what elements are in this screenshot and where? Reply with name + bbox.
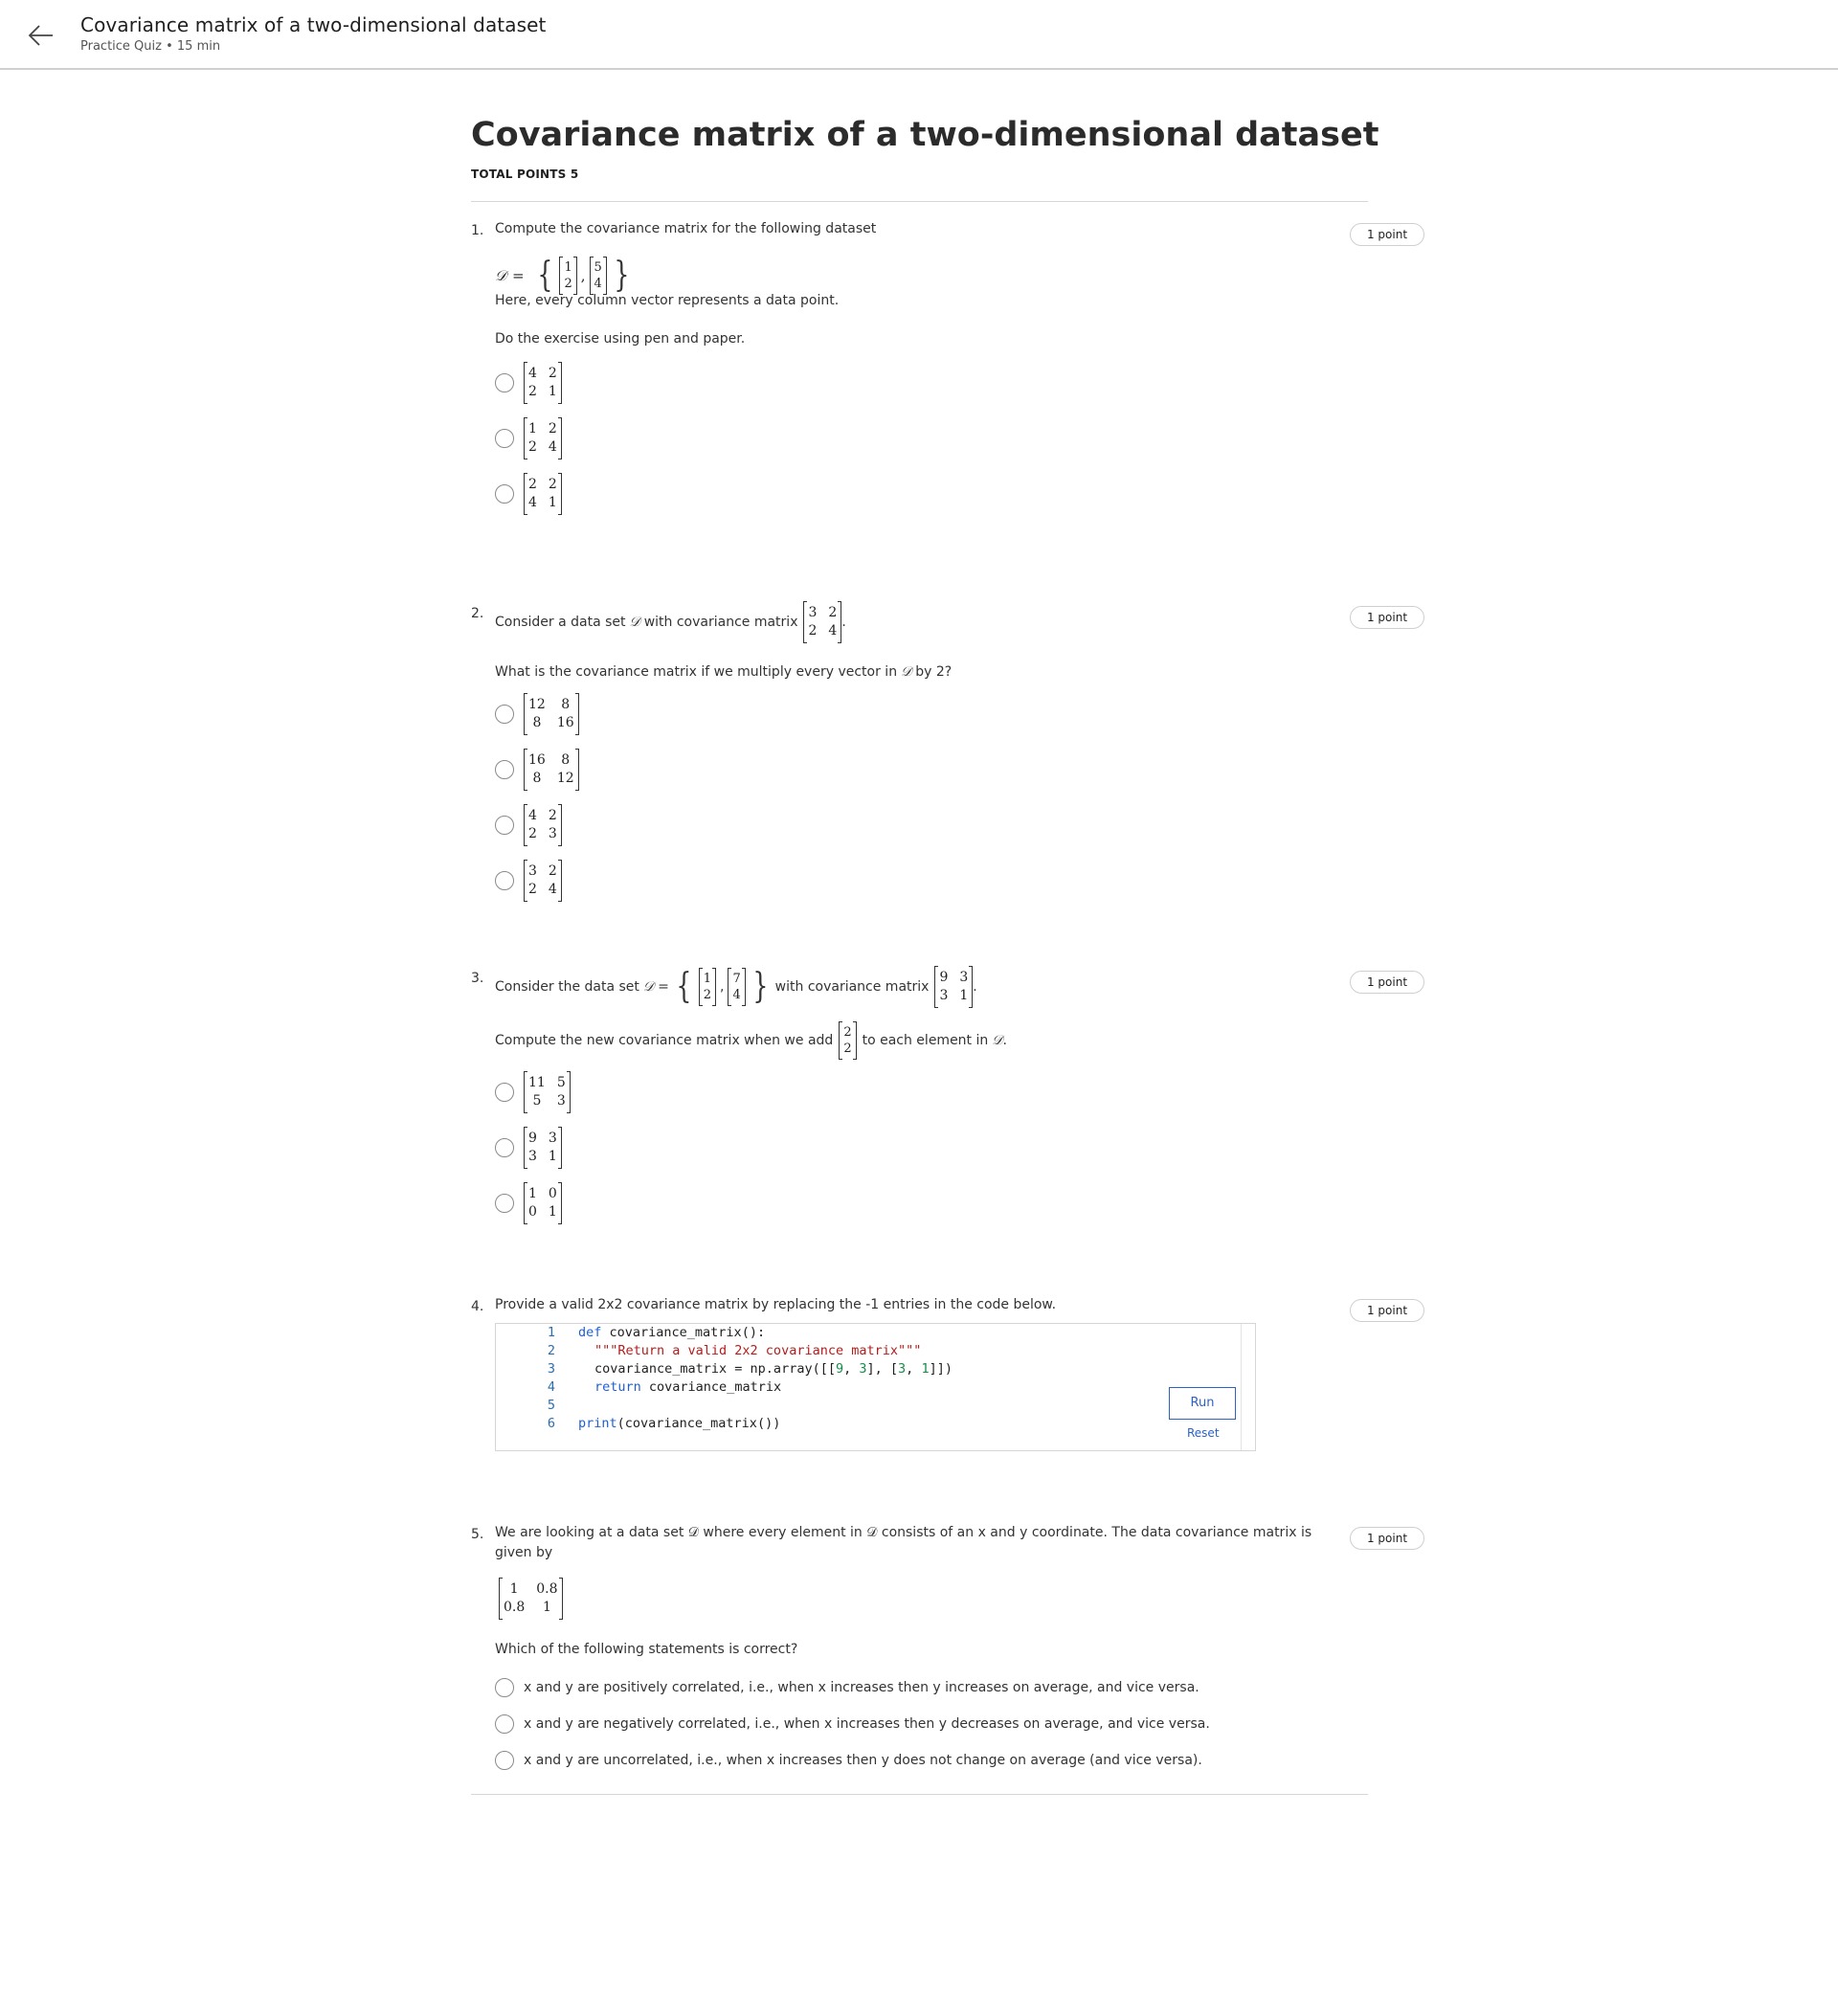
- code-line[interactable]: """Return a valid 2x2 covariance matrix""": [594, 1343, 922, 1358]
- line-number: 6: [547, 1416, 555, 1431]
- question-number: 4.: [471, 1299, 484, 1314]
- answer-option[interactable]: [495, 1128, 562, 1168]
- answer-option[interactable]: [495, 694, 579, 734]
- question-text: We are looking at a data set 𝒟 where every element in 𝒟 consists of an x and y coordinate. The data covariance matrix is: [495, 1525, 1312, 1540]
- question-number: 3.: [471, 971, 484, 986]
- points-badge: 1 point: [1350, 1527, 1424, 1550]
- option-matrix: 16 8 8 12: [524, 750, 579, 790]
- arrow-left-icon[interactable]: [25, 19, 57, 52]
- radio-button[interactable]: [495, 1751, 514, 1770]
- run-button[interactable]: Run: [1169, 1387, 1236, 1420]
- added-vector: 2 2: [839, 1022, 856, 1059]
- question-number: 5.: [471, 1527, 484, 1542]
- question-text: Consider a data set 𝒟 with covariance matrix 3 2 2 4 .: [495, 602, 846, 642]
- line-number: 2: [547, 1343, 555, 1358]
- points-badge: 1 point: [1350, 223, 1424, 246]
- answer-option[interactable]: [495, 363, 562, 403]
- question-text: Consider the data set 𝒟 = { 1 2 , 7 4 } with covariance matrix 9 3 3 1 .: [495, 967, 977, 1006]
- radio-button[interactable]: [495, 1194, 514, 1213]
- radio-button[interactable]: [495, 705, 514, 724]
- divider: [471, 201, 1368, 202]
- code-editor[interactable]: [495, 1323, 1256, 1451]
- answer-option[interactable]: [495, 474, 562, 514]
- question-instruction: Do the exercise using pen and paper.: [495, 331, 746, 347]
- page-title: Covariance matrix of a two-dimensional dataset: [471, 116, 1379, 154]
- option-matrix: 2 2 4 1: [524, 474, 562, 514]
- radio-button[interactable]: [495, 373, 514, 392]
- answer-option[interactable]: [495, 861, 562, 901]
- option-matrix: 3 2 2 4: [524, 861, 562, 901]
- option-matrix: 1 0 0 1: [524, 1183, 562, 1223]
- answer-option[interactable]: [495, 1714, 1210, 1734]
- radio-button[interactable]: [495, 871, 514, 890]
- code-line[interactable]: def covariance_matrix():: [578, 1325, 766, 1340]
- header-subtitle: Practice Quiz • 15 min: [80, 39, 221, 54]
- line-number: 1: [547, 1325, 555, 1340]
- answer-option[interactable]: [495, 418, 562, 459]
- option-text: x and y are negatively correlated, i.e., when x increases then y decreases on average, and vice versa.: [524, 1716, 1210, 1732]
- dataset-symbol: 𝒟: [495, 267, 506, 284]
- radio-button[interactable]: [495, 1138, 514, 1157]
- data-vector: 5 4: [590, 258, 607, 294]
- code-line[interactable]: covariance_matrix = np.array([[9, 3], [3, 1]]): [594, 1361, 953, 1377]
- question-prompt: Compute the new covariance matrix when we add 2 2 to each element in 𝒟 .: [495, 1022, 1007, 1059]
- radio-button[interactable]: [495, 1083, 514, 1102]
- answer-option[interactable]: [495, 805, 562, 845]
- question-note: Here, every column vector represents a data point.: [495, 293, 840, 308]
- question-number: 1.: [471, 223, 484, 238]
- data-vector: 7 4: [728, 969, 745, 1005]
- line-number: 5: [547, 1398, 555, 1413]
- answer-option[interactable]: [495, 1678, 1199, 1697]
- reset-button[interactable]: Reset: [1187, 1426, 1220, 1440]
- points-badge: 1 point: [1350, 1299, 1424, 1322]
- option-text: x and y are uncorrelated, i.e., when x increases then y does not change on average (and vice versa).: [524, 1753, 1202, 1768]
- data-vector: 1 2: [559, 258, 576, 294]
- radio-button[interactable]: [495, 816, 514, 835]
- option-text: x and y are positively correlated, i.e., when x increases then y increases on average, and vice versa.: [524, 1680, 1199, 1695]
- question-text: Provide a valid 2x2 covariance matrix by replacing the -1 entries in the code below.: [495, 1297, 1057, 1312]
- question-text-cont: given by: [495, 1545, 553, 1560]
- option-matrix: 4 2 2 3: [524, 805, 562, 845]
- option-matrix: 11 5 5 3: [524, 1072, 571, 1112]
- points-badge: 1 point: [1350, 971, 1424, 994]
- option-matrix: 1 2 2 4: [524, 418, 562, 459]
- radio-button[interactable]: [495, 429, 514, 448]
- option-matrix: 12 8 8 16: [524, 694, 579, 734]
- divider: [471, 1794, 1368, 1795]
- answer-option[interactable]: [495, 750, 579, 790]
- question-prompt: Which of the following statements is correct?: [495, 1642, 798, 1657]
- question-matrix-block: [499, 1579, 563, 1619]
- question-prompt: What is the covariance matrix if we multiply every vector in 𝒟 by 2?: [495, 664, 953, 680]
- dataset-formula: 𝒟 = { 1 2 , 5 4 }: [495, 256, 630, 295]
- header-title: Covariance matrix of a two-dimensional dataset: [80, 13, 547, 36]
- question-matrix: 9 3 3 1: [934, 967, 973, 1007]
- radio-button[interactable]: [495, 760, 514, 779]
- points-badge: 1 point: [1350, 606, 1424, 629]
- question-matrix: 3 2 2 4: [803, 602, 841, 642]
- radio-button[interactable]: [495, 484, 514, 504]
- line-number: 3: [547, 1361, 555, 1377]
- answer-option[interactable]: [495, 1751, 1202, 1770]
- data-vector: 1 2: [699, 969, 716, 1005]
- option-matrix: 9 3 3 1: [524, 1128, 562, 1168]
- line-number: 4: [547, 1379, 555, 1395]
- radio-button[interactable]: [495, 1678, 514, 1697]
- option-matrix: 4 2 2 1: [524, 363, 562, 403]
- code-line[interactable]: print(covariance_matrix()): [578, 1416, 781, 1431]
- total-points: TOTAL POINTS 5: [471, 168, 579, 181]
- top-bar: [0, 0, 1838, 70]
- answer-option[interactable]: [495, 1183, 562, 1223]
- question-text: Compute the covariance matrix for the following dataset: [495, 221, 877, 236]
- code-line[interactable]: return covariance_matrix: [594, 1379, 782, 1395]
- question-number: 2.: [471, 606, 484, 621]
- question-matrix: 1 0.8 0.8 1: [499, 1579, 563, 1619]
- radio-button[interactable]: [495, 1714, 514, 1734]
- answer-option[interactable]: [495, 1072, 571, 1112]
